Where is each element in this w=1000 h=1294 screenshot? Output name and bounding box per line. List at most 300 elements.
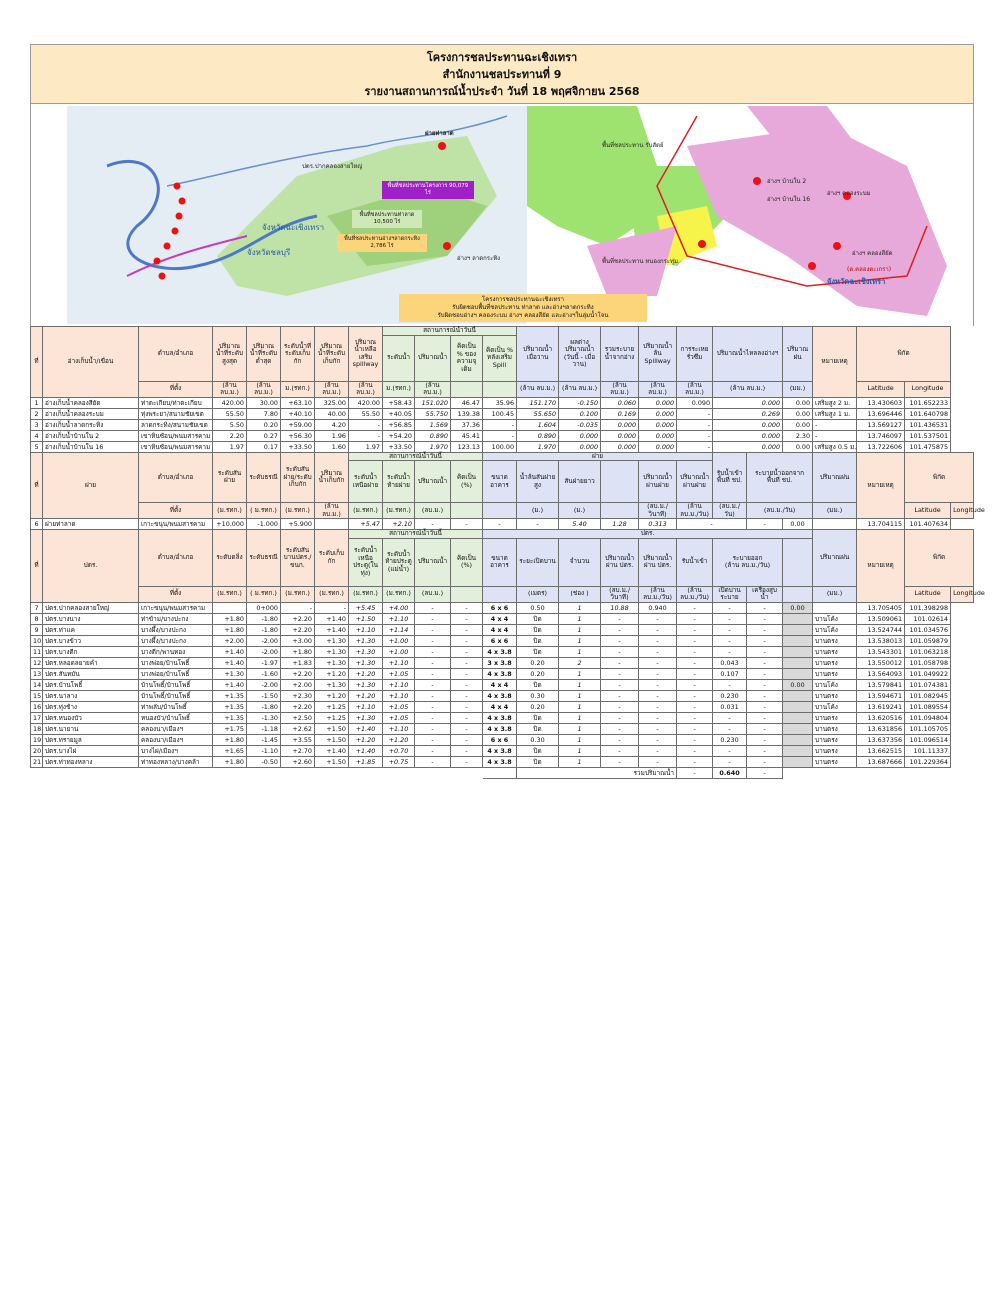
- s3-cell: -1.60: [247, 668, 281, 679]
- s2-unit-down: (ม.รทก.): [383, 503, 415, 519]
- s3-cell: -: [677, 613, 713, 624]
- s1-cell: 0.890: [415, 430, 451, 441]
- s3-cell: +1.20: [349, 734, 383, 745]
- s3-cell: 13.662515: [857, 745, 905, 756]
- s2-cell: [315, 519, 349, 530]
- s1-head-min: ปริมาณน้ำที่ระดับต่ำสุด: [247, 327, 281, 382]
- s3-cell: -: [451, 679, 483, 690]
- s3-cell: ท่าทองหลาง/บางคล้า: [139, 756, 213, 767]
- s3-cell: +1.10: [383, 723, 415, 734]
- s1-cell: 0.000: [559, 430, 601, 441]
- s1-cell: 1.97: [349, 441, 383, 452]
- s2-unit-bed: ( ม.รทก.): [247, 503, 281, 519]
- s3-cell: บานโค้ง: [813, 624, 857, 635]
- s3-cell: -1.18: [247, 723, 281, 734]
- s1-cell: 4: [31, 430, 43, 441]
- s3-cell: -: [415, 602, 451, 613]
- s3-cell: +1.30: [349, 635, 383, 646]
- s3-cell: +2.70: [281, 745, 315, 756]
- s3-cell: 11: [31, 646, 43, 657]
- s3-cell: บานตรง: [813, 745, 857, 756]
- s3-cell: ปิด: [517, 679, 559, 690]
- s3-cell: +1.80: [213, 734, 247, 745]
- s3-cell: -1.80: [247, 613, 281, 624]
- s1-cell: 30.00: [247, 397, 281, 408]
- s3-cell: บ้านโพธิ์/บ้านโพธิ์: [139, 679, 213, 690]
- s3-cell: -: [713, 624, 747, 635]
- s3-cell: 13.687666: [857, 756, 905, 767]
- s3-cell: -: [601, 712, 639, 723]
- s3-cell: -1.80: [247, 701, 281, 712]
- s3-cell: บานโค้ง: [813, 701, 857, 712]
- s1-unit-tvol: (ล้าน ลบ.ม.): [415, 381, 451, 397]
- s3-cell: +1.20: [349, 668, 383, 679]
- s3-cell: +1.30: [315, 679, 349, 690]
- s1-cell: 13.430603: [857, 397, 905, 408]
- s3-cell: บางผึ้ง/บางปะกง: [139, 635, 213, 646]
- s3-cell: 101.105705: [905, 723, 951, 734]
- s2-head-flow2: ปริมาณน้ำผ่านฝาย: [677, 461, 713, 503]
- s3-cell: บานตรง: [813, 668, 857, 679]
- s3-cell: -: [451, 723, 483, 734]
- s3-cell: [783, 723, 813, 734]
- s1-head-max: ปริมาณน้ำที่ระดับสูงสุด: [213, 327, 247, 382]
- s3-cell: -: [639, 668, 677, 679]
- s3-cell: 101.11337: [905, 745, 951, 756]
- s2-cell: -: [677, 519, 747, 530]
- s2-cell: [813, 519, 857, 530]
- s2-head-crest: ระดับสันฝาย: [213, 452, 247, 503]
- s3-cell: ปตร.บางตีก: [43, 646, 139, 657]
- s1-cell: อ่างเก็บน้ำบ้านใน 2: [43, 430, 139, 441]
- s3-cell: 0.230: [713, 690, 747, 701]
- s3-cell: +1.05: [383, 668, 415, 679]
- report-title: รายงานสถานการณ์น้ำประจำ วันที่ 18 พฤศจิกายน 2568: [364, 85, 640, 98]
- s1-unit-evap: (ล้าน ลบ.ม.): [677, 381, 713, 397]
- s1-cell: 0.000: [559, 441, 601, 452]
- s3-cell: 13.619241: [857, 701, 905, 712]
- map-box-lat-krathing-area: พื้นที่ชลประทานอ่างฯลาดกระทิง 2,786 ไร่: [337, 234, 427, 252]
- s3-cell: 12: [31, 657, 43, 668]
- s2-cell: 0.313: [639, 519, 677, 530]
- s3-cell: 13.637356: [857, 734, 905, 745]
- s1-cell: +58.43: [383, 397, 415, 408]
- s3-cell: 10: [31, 635, 43, 646]
- s1-cell: 0.000: [713, 441, 783, 452]
- map-label-ban-nai-2: อ่างฯ บ้านใน 2: [767, 178, 807, 185]
- s3-cell: -: [451, 624, 483, 635]
- s1-cell: 5: [31, 441, 43, 452]
- s3-cell: -: [747, 701, 783, 712]
- s3-cell: 0.031: [713, 701, 747, 712]
- s3-cell: 1: [559, 701, 601, 712]
- s3-cell: +1.35: [213, 690, 247, 701]
- s3-cell: 13.550012: [857, 657, 905, 668]
- s3-cell: 13.579841: [857, 679, 905, 690]
- s3-cell: ปตร.หลอดลยายคำ: [43, 657, 139, 668]
- s1-cell: 139.38: [451, 408, 483, 419]
- s3-cell: -: [639, 734, 677, 745]
- table-row: [31, 690, 974, 701]
- map-panel: [30, 104, 974, 326]
- s3-cell: +1.40: [315, 745, 349, 756]
- s3-cell: +1.00: [383, 646, 415, 657]
- s3-cell: +1.80: [213, 756, 247, 767]
- table-row: [31, 635, 974, 646]
- s3-head-flow: ปริมาณน้ำผ่าน ปตร.: [601, 538, 639, 586]
- s3-cell: -: [713, 635, 747, 646]
- s3-cell: +1.20: [315, 668, 349, 679]
- s3-cell: 0.940: [639, 602, 677, 613]
- s3-cell: 7: [31, 602, 43, 613]
- s1-cell: 0.000: [639, 430, 677, 441]
- s2-head-pct: คิดเป็น (%): [451, 461, 483, 503]
- s2-unit-flow: (ลบ.ม./วินาที): [639, 503, 677, 519]
- s3-cell: ปิด: [517, 624, 559, 635]
- s1-cell: 100.00: [483, 441, 517, 452]
- s2-head-today: สถานการณ์น้ำวันนี้: [349, 452, 483, 461]
- s3-cell: -: [677, 723, 713, 734]
- s3-cell: ปิด: [517, 723, 559, 734]
- s3-head-today: สถานการณ์น้ำวันนี้: [349, 530, 483, 539]
- s2-cell: -: [517, 519, 559, 530]
- s3-unit-down: (ม.รทก.): [383, 586, 415, 602]
- s3-cell: ปิด: [517, 745, 559, 756]
- s1-cell: 123.13: [451, 441, 483, 452]
- s1-cell: 37.36: [451, 419, 483, 430]
- s1-cell: 13.696446: [857, 408, 905, 419]
- s3-head-no: ที่: [31, 530, 43, 603]
- s2-head-lon: Longitude: [951, 503, 974, 519]
- s1-head-capacity: ปริมาณน้ำที่ระดับเก็บกัก: [315, 327, 349, 382]
- s3-cell: -: [747, 745, 783, 756]
- s3-cell: -: [415, 613, 451, 624]
- table-row: [31, 613, 974, 624]
- s1-cell: 0.000: [639, 397, 677, 408]
- s3-cell: -: [451, 756, 483, 767]
- table-row: [31, 756, 974, 767]
- s3-cell: 1: [559, 635, 601, 646]
- s3-cell: -: [747, 734, 783, 745]
- s3-unit-flow2: (ล้าน ลบ.ม./วัน): [639, 586, 677, 602]
- s3-cell: ปตร.นาลาง: [43, 690, 139, 701]
- s2-head-no: ที่: [31, 452, 43, 519]
- s3-cell: +1.50: [315, 756, 349, 767]
- s3-cell: -: [713, 646, 747, 657]
- s3-cell: บางไผ่/เมืองฯ: [139, 745, 213, 756]
- s3-cell: +1.30: [349, 646, 383, 657]
- s3-head-ptr: ปตร.: [483, 530, 813, 539]
- s3-cell: -: [451, 668, 483, 679]
- s1-head-overflow: ปริมาณน้ำล้น Spillway: [639, 327, 677, 382]
- s3-cell: [813, 602, 857, 613]
- s1-cell: 1.569: [415, 419, 451, 430]
- s1-cell: 46.47: [451, 397, 483, 408]
- map-label-khlong-siyat: อ่างฯ คลองสียัด: [852, 250, 893, 257]
- table-row: [31, 701, 974, 712]
- s3-cell: -: [677, 712, 713, 723]
- s3-cell: 18: [31, 723, 43, 734]
- s1-cell: 100.45: [483, 408, 517, 419]
- s2-cell: ฝายท่าลาด: [43, 519, 139, 530]
- s1-cell: ลาดกระทิง/สนามชัยเขต: [139, 419, 213, 430]
- s3-cell: +1.14: [383, 624, 415, 635]
- s3-cell: -: [451, 745, 483, 756]
- s3-cell: 0.00: [783, 602, 813, 613]
- s2-cell: 6: [31, 519, 43, 530]
- map-province: [527, 106, 959, 324]
- s3-cell: -: [415, 646, 451, 657]
- s2-unit-over: (ม.): [517, 503, 559, 519]
- s3-cell: +2.20: [281, 613, 315, 624]
- s1-head-loc2: ที่ตั้ง: [139, 381, 213, 397]
- s3-cell: [783, 734, 813, 745]
- s3-cell: 20: [31, 745, 43, 756]
- s3-head-loc: ตำบล/อำเภอ: [139, 530, 213, 587]
- s2-head-loc2: ที่ตั้ง: [139, 503, 213, 519]
- s3-cell: +1.10: [383, 613, 415, 624]
- s1-head-diff: ผลต่างปริมาณน้ำ (วันนี้ - เมื่อวาน): [559, 327, 601, 382]
- s3-cell: -: [677, 635, 713, 646]
- s1-cell: 151.020: [415, 397, 451, 408]
- s3-cell: 13.538013: [857, 635, 905, 646]
- s3-cell: 4 x 3.8: [483, 690, 517, 701]
- s1-cell: อ่างเก็บน้ำคลองสียัด: [43, 397, 139, 408]
- s1-cell: 0.000: [639, 441, 677, 452]
- s3-cell: -: [451, 734, 483, 745]
- s3-head-lon: Longitude: [951, 586, 974, 602]
- map-label-chachoengsao: จังหวัดฉะเชิงเทรา: [262, 223, 325, 232]
- s3-cell: +1.50: [315, 723, 349, 734]
- s1-cell: -0.150: [559, 397, 601, 408]
- s3-cell: -: [677, 734, 713, 745]
- s3-cell: +0.70: [383, 745, 415, 756]
- s1-cell: เขาหินซ้อน/พนมสารคาม: [139, 441, 213, 452]
- table-row: [31, 657, 974, 668]
- s3-cell: ปตร.ท่าแค: [43, 624, 139, 635]
- s2-head-overtop: น้ำล้นสันฝายสูง: [517, 461, 559, 503]
- s3-cell: บางพ่อย/บ้านโพธิ์: [139, 657, 213, 668]
- s3-cell: 1: [559, 690, 601, 701]
- s1-cell: +59.00: [281, 419, 315, 430]
- s3-cell: +1.30: [315, 635, 349, 646]
- s1-cell: 13.722606: [857, 441, 905, 452]
- s2-rows: [31, 519, 974, 530]
- s3-cell: +5.45: [349, 602, 383, 613]
- s3-cell: บานตรง: [813, 646, 857, 657]
- s1-cell: 3: [31, 419, 43, 430]
- s3-cell: +1.50: [349, 613, 383, 624]
- s3-cell: ปตร.ท่าทองหลาง: [43, 756, 139, 767]
- s3-head-rain: ปริมาณฝน: [813, 530, 857, 587]
- s3-cell: ปตร.บ้านโพธิ์: [43, 679, 139, 690]
- s2-cell: 1.28: [601, 519, 639, 530]
- s3-head-pump: เครื่องสูบน้ำ: [747, 586, 783, 602]
- s3-cell: +1.10: [383, 679, 415, 690]
- s1-cell: 1.96: [315, 430, 349, 441]
- s3-unit-flow: (ลบ.ม./วินาที): [601, 586, 639, 602]
- s3-cell: -: [601, 624, 639, 635]
- s3-cell: 1: [559, 602, 601, 613]
- s2-unit-crest: (ม.รทก.): [213, 503, 247, 519]
- s3-cell: -: [601, 646, 639, 657]
- s3-cell: 4 x 3.8: [483, 646, 517, 657]
- map-label-pak-khlong: ปตร.ปากคลองสายใหญ่: [302, 163, 363, 170]
- s2-head-vol: ปริมาณน้ำ: [415, 461, 451, 503]
- s3-unit-count: (ช่อง ): [559, 586, 601, 602]
- s3-cell: 0.30: [517, 690, 559, 701]
- s2-head-flow: ปริมาณน้ำผ่านฝาย: [639, 461, 677, 503]
- s1-cell: อ่างเก็บน้ำคลองระบม: [43, 408, 139, 419]
- s2-cell: 0.00: [783, 519, 813, 530]
- s3-cell: 14: [31, 679, 43, 690]
- s3-cell: 13.620516: [857, 712, 905, 723]
- s1-cell: 2: [31, 408, 43, 419]
- map-box-project-area: พื้นที่ชลประทานโครงการ 90,079 ไร่: [382, 181, 474, 199]
- s3-cell: [783, 701, 813, 712]
- s2-cell: +5.900: [281, 519, 315, 530]
- s1-cell: 4.20: [315, 419, 349, 430]
- s1-head-loc: ตำบล/อำเภอ: [139, 327, 213, 382]
- s3-cell: 4 x 4: [483, 613, 517, 624]
- s3-cell: +2.60: [281, 756, 315, 767]
- s3-cell: -: [451, 635, 483, 646]
- s1-cell: เสริมสูง 1 ม.: [813, 408, 857, 419]
- s3-cell: -1.97: [247, 657, 281, 668]
- s3-cell: 4 x 3.8: [483, 745, 517, 756]
- s3-cell: [783, 624, 813, 635]
- map-label-chonburi: จังหวัดชลบุรี: [247, 248, 291, 257]
- s3-cell: 4 x 3.8: [483, 668, 517, 679]
- map-label-khlong-rabom: อ่างฯ คลองระบม: [827, 190, 871, 197]
- s2-head-store: ระดับสันฝาย/ระดับเก็บกัก: [281, 452, 315, 503]
- s3-cell: -1.10: [247, 745, 281, 756]
- s1-cell: 0.000: [639, 419, 677, 430]
- map-label-rap-sat: พื้นที่ชลประทาน รับสัตย์: [602, 142, 664, 149]
- s3-cell: +2.00: [281, 679, 315, 690]
- map-label-province: จังหวัดฉะเชิงเทรา: [827, 277, 886, 286]
- s3-cell: ปิด: [517, 613, 559, 624]
- s3-cell: ปิด: [517, 712, 559, 723]
- s3-cell: +1.10: [349, 624, 383, 635]
- s3-cell: 10.88: [601, 602, 639, 613]
- s3-cell: -: [713, 679, 747, 690]
- s2-unit-recv: (ลบ.ม./วัน): [713, 503, 747, 519]
- s3-cell: 13.524744: [857, 624, 905, 635]
- s3-unit-vol: (ลบ.ม.): [415, 586, 451, 602]
- s3-unit-rain: (มม.): [813, 586, 857, 602]
- s3-cell: +3.00: [281, 635, 315, 646]
- s3-cell: 2: [559, 657, 601, 668]
- total-dash-2: -: [747, 767, 783, 778]
- s3-cell: -: [601, 657, 639, 668]
- s1-cell: 101.652233: [905, 397, 951, 408]
- s3-cell: 4 x 3.8: [483, 712, 517, 723]
- s1-cell: 0.090: [677, 397, 713, 408]
- s3-cell: -: [601, 701, 639, 712]
- s3-cell: 16: [31, 701, 43, 712]
- s3-cell: 1: [559, 679, 601, 690]
- s3-cell: 4 x 4: [483, 624, 517, 635]
- s3-cell: +1.20: [315, 690, 349, 701]
- s3-cell: 0+000: [247, 602, 281, 613]
- s3-cell: บานตรง: [813, 734, 857, 745]
- s3-cell: +1.30: [349, 679, 383, 690]
- s1-cell: 101.537501: [905, 430, 951, 441]
- s3-cell: +1.25: [315, 701, 349, 712]
- s3-cell: -: [747, 690, 783, 701]
- s3-cell: +1.40: [213, 657, 247, 668]
- s3-head-drain: [713, 538, 783, 586]
- s3-cell: +1.40: [315, 624, 349, 635]
- s1-cell: 0.100: [559, 408, 601, 419]
- s1-head-no: ที่: [31, 327, 43, 398]
- legend-line-1: โครงการชลประทานฉะเชิงเทรา: [481, 296, 564, 303]
- s3-cell: -: [677, 756, 713, 767]
- s3-cell: 8: [31, 613, 43, 624]
- s3-cell: -: [415, 679, 451, 690]
- s3-cell: -1.45: [247, 734, 281, 745]
- s1-cell: 151.170: [517, 397, 559, 408]
- s3-cell: -: [677, 668, 713, 679]
- s3-cell: +1.20: [383, 734, 415, 745]
- s1-head-yesterday: ปริมาณน้ำเมื่อวาน: [517, 327, 559, 382]
- s3-cell: -: [415, 712, 451, 723]
- s1-unit-rain: (มม.): [783, 381, 813, 397]
- s3-cell: -: [677, 679, 713, 690]
- s3-cell: -: [713, 745, 747, 756]
- s3-cell: +1.40: [213, 679, 247, 690]
- s3-cell: +1.00: [383, 635, 415, 646]
- s2-head-length: สันฝายยาว: [559, 461, 601, 503]
- s1-cell: 55.650: [517, 408, 559, 419]
- s1-cell: 1.60: [315, 441, 349, 452]
- s3-cell: +2.00: [213, 635, 247, 646]
- s1-cell: -: [483, 430, 517, 441]
- s2-head-name: ฝาย: [43, 452, 139, 519]
- s3-head-store: ระดับเก็บกัก: [315, 530, 349, 587]
- s1-cell: 0.169: [601, 408, 639, 419]
- table-row: [31, 519, 974, 530]
- table-row: [31, 624, 974, 635]
- s1-cell: 0.00: [783, 441, 813, 452]
- s3-cell: ปตร.บางนาง: [43, 613, 139, 624]
- s3-head-note: หมายเหตุ: [857, 530, 905, 603]
- s2-head-weir: ฝาย: [483, 452, 713, 461]
- s3-cell: [783, 668, 813, 679]
- s3-cell: 0.30: [517, 734, 559, 745]
- s2-unit-store: (ม.รทก.): [281, 503, 315, 519]
- s3-cell: -: [601, 679, 639, 690]
- s3-cell: -: [713, 613, 747, 624]
- s1-unit-diff: (ล้าน ลบ.ม.): [559, 381, 601, 397]
- s1-unit-tlevel: ม.(รทก.): [383, 381, 415, 397]
- s1-cell: 0.000: [713, 430, 783, 441]
- s3-cell: +1.30: [349, 712, 383, 723]
- s3-cell: -: [281, 602, 315, 613]
- s3-cell: -: [451, 657, 483, 668]
- s3-cell: บานโค้ง: [813, 613, 857, 624]
- s3-cell: -: [415, 668, 451, 679]
- s2-unit-len: (ม.): [559, 503, 601, 519]
- s3-cell: -: [601, 690, 639, 701]
- s3-cell: -: [451, 646, 483, 657]
- s1-cell: -: [677, 419, 713, 430]
- s3-cell: -1.30: [247, 712, 281, 723]
- s3-cell: -: [677, 690, 713, 701]
- s1-cell: 55.50: [349, 408, 383, 419]
- s1-cell: 13.746097: [857, 430, 905, 441]
